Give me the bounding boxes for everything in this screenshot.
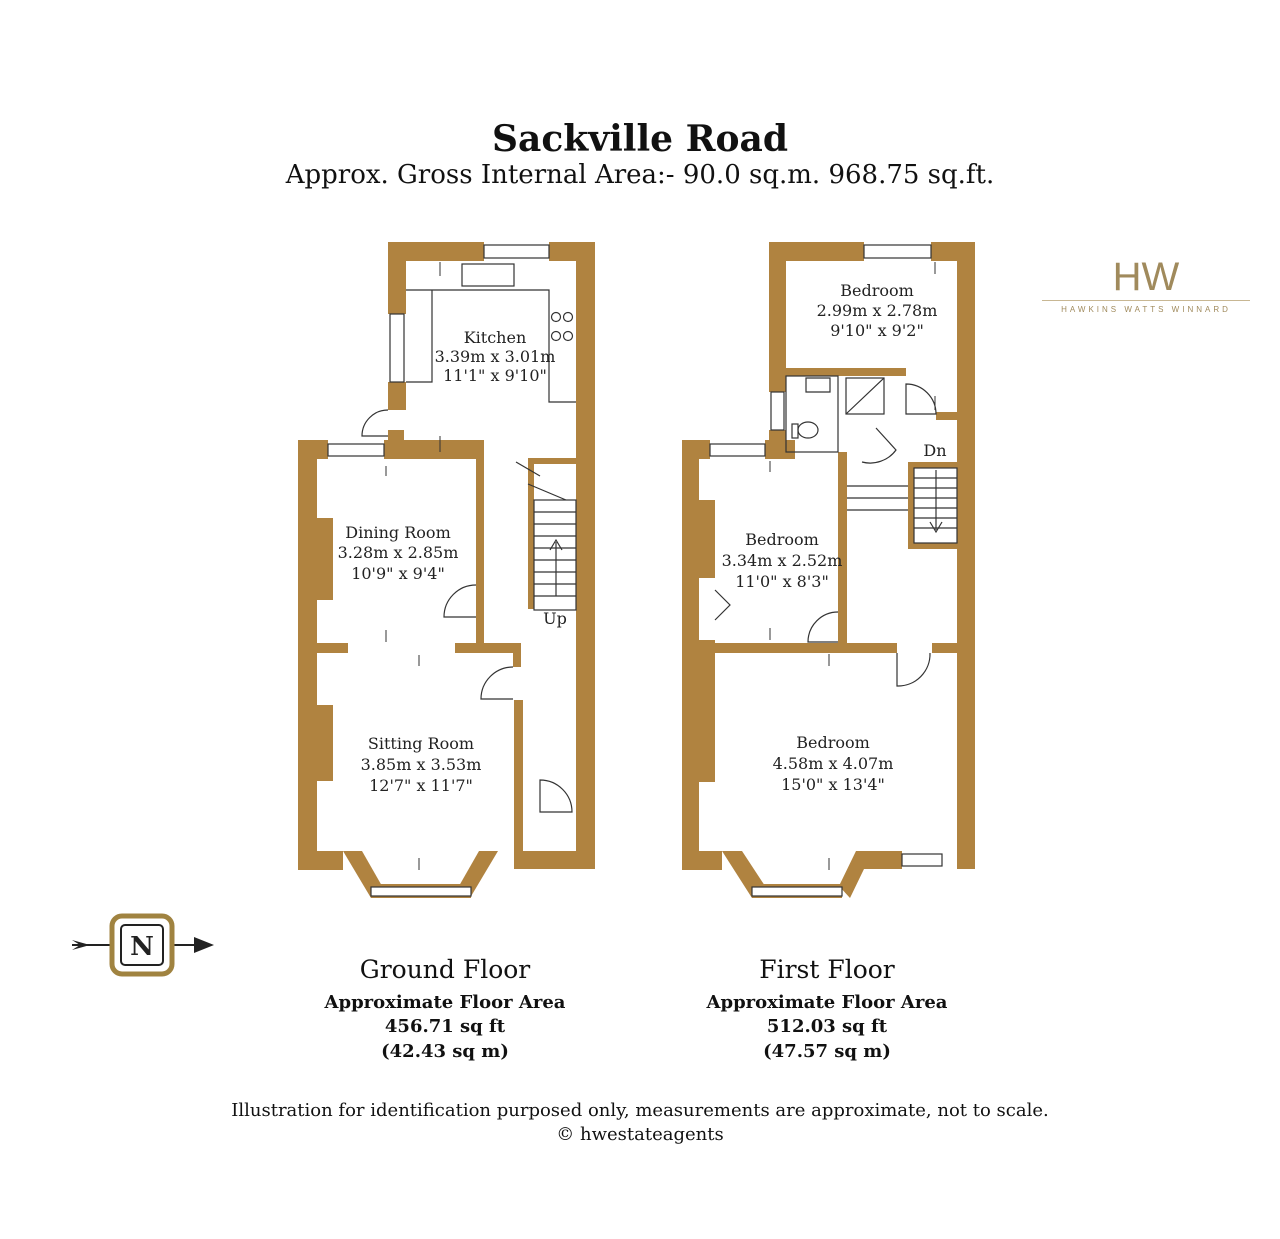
sink-icon (462, 264, 514, 286)
page-title: Sackville Road (492, 118, 788, 160)
stair-down-label: Dn (923, 441, 947, 460)
basin-icon (806, 378, 830, 392)
bedroom-3-imperial: 15'0" x 13'4" (781, 775, 885, 794)
door (516, 462, 566, 500)
kitchen-imperial: 11'1" x 9'10" (443, 366, 547, 385)
door (906, 384, 936, 414)
door (362, 410, 388, 436)
window (771, 392, 784, 430)
window (484, 245, 549, 258)
hob-icon (564, 332, 573, 341)
first-floor-title: First Floor (759, 955, 895, 984)
ground-stairs (534, 500, 576, 610)
ground-floor-area-sqm: (42.43 sq m) (381, 1041, 509, 1062)
bedroom-1-name: Bedroom (840, 281, 914, 300)
first-stairs (847, 468, 957, 543)
bedroom-2-metric: 3.34m x 2.52m (721, 551, 843, 570)
bedroom-1-imperial: 9'10" x 9'2" (830, 321, 924, 340)
window (902, 854, 942, 866)
sitting-room-imperial: 12'7" x 11'7" (369, 776, 473, 795)
bedroom-1-metric: 2.99m x 2.78m (816, 301, 938, 320)
stair-up-label: Up (543, 609, 567, 628)
brand-monogram: HW (1112, 255, 1180, 299)
dining-room-imperial: 10'9" x 9'4" (351, 564, 445, 583)
dining-room-metric: 3.28m x 2.85m (337, 543, 459, 562)
window (328, 444, 384, 456)
door (540, 780, 572, 812)
window (710, 444, 765, 456)
door (444, 585, 476, 617)
ground-floor-walls (298, 242, 595, 898)
copyright: © hwestateagents (556, 1124, 724, 1145)
door (481, 667, 513, 699)
kitchen-metric: 3.39m x 3.01m (434, 347, 556, 366)
compass-north-letter: N (130, 932, 154, 962)
window (864, 245, 931, 258)
brand-name: HAWKINS WATTS WINNARD (1061, 305, 1231, 314)
first-floor-walls (682, 242, 975, 898)
sitting-room-metric: 3.85m x 3.53m (360, 755, 482, 774)
bedroom-3-metric: 4.58m x 4.07m (772, 754, 894, 773)
door (808, 612, 838, 642)
window (752, 887, 842, 896)
bedroom-3-name: Bedroom (796, 733, 870, 752)
bedroom-2-imperial: 11'0" x 8'3" (735, 572, 829, 591)
door (897, 653, 930, 686)
hob-icon (564, 313, 573, 322)
first-floor-area-sqm: (47.57 sq m) (763, 1041, 891, 1062)
window (390, 314, 404, 382)
ground-floor-area-sqft: 456.71 sq ft (384, 1016, 506, 1037)
window (371, 887, 471, 896)
hob-icon (552, 332, 561, 341)
bedroom-2-name: Bedroom (745, 530, 819, 549)
hob-icon (552, 313, 561, 322)
kitchen-name: Kitchen (463, 328, 527, 347)
first-floor-area-label: Approximate Floor Area (706, 992, 948, 1013)
page-subtitle: Approx. Gross Internal Area:- 90.0 sq.m. 968.75 sq.ft. (285, 160, 995, 190)
toilet-icon (798, 422, 818, 438)
compass (72, 916, 214, 974)
door (862, 428, 896, 463)
disclaimer: Illustration for identification purposed only, measurements are approximate, not to scale. (231, 1100, 1049, 1121)
ground-floor-area-label: Approximate Floor Area (324, 992, 566, 1013)
first-floor-area-sqft: 512.03 sq ft (766, 1016, 888, 1037)
sitting-room-name: Sitting Room (367, 734, 475, 753)
dining-room-name: Dining Room (345, 523, 451, 542)
cupboard-door (715, 590, 730, 620)
ground-floor-title: Ground Floor (359, 955, 531, 984)
